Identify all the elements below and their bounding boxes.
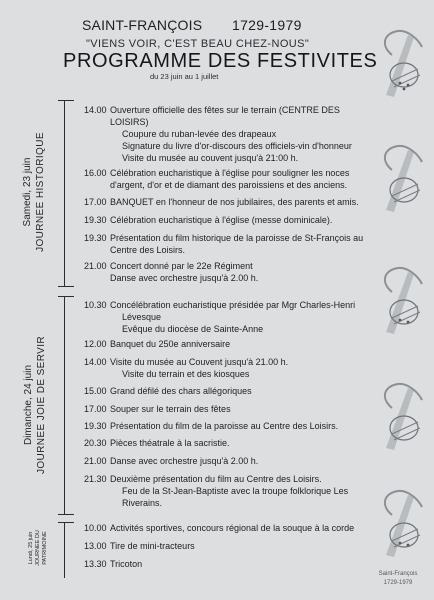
event-text: Centre des Loisirs. <box>110 245 186 255</box>
event-text: Danse avec orchestre jusqu'à 2.00 h. <box>110 273 259 283</box>
event-time: 21.00 <box>84 456 107 466</box>
event-text: Concélébration eucharistique présidée par Mgr Charles-Henri <box>110 300 356 310</box>
event-text: Présentation du film historique de la paroisse de St-François au <box>110 233 364 243</box>
event-text: Banquet du 250e anniversaire <box>110 339 231 349</box>
timeline-day2 <box>64 296 65 514</box>
event-text: BANQUET en l'honneur de nos jubilaires, des parents et amis. <box>110 197 359 207</box>
event-text: Pièces théatrale à la sacristie. <box>110 438 230 448</box>
event-text: Visite du terrain et des kiosques <box>122 369 250 379</box>
event-text: Riverains. <box>122 498 163 508</box>
event-text: Visite du musée au couvent jusqu'à 21:00 h. <box>122 153 299 163</box>
event-text: Célébration eucharistique à l'église pour souligner les noces <box>110 168 350 178</box>
event-text: Evêque du diocèse de Sainte-Anne <box>122 324 264 334</box>
timeline-tick <box>58 522 74 523</box>
event-text: Célébration eucharistique à l'église (messe dominicale). <box>110 215 333 225</box>
event-text: Deuxième présentation du film au Centre des Loisirs. <box>110 474 322 484</box>
event-text: Concert donné par le 22e Régiment <box>110 261 253 271</box>
event-text: Présentation du film de la paroisse au Centre des Loisirs. <box>110 421 339 431</box>
event-text: Lévesque <box>122 312 162 322</box>
event-text: Coupure du ruban-levée des drapeaux <box>122 129 277 139</box>
event-text: Danse avec orchestre jusqu'à 2.00 h. <box>110 456 259 466</box>
day-label-monday: Lundi, 25 juin JOURNEE DU PATRIMOINE <box>28 530 48 566</box>
event-time: 21.00 <box>84 261 107 271</box>
timeline-day3 <box>64 522 65 578</box>
event-text: Tricoton <box>110 559 143 569</box>
event-time: 14.00 <box>84 357 107 367</box>
event-time: 15.00 <box>84 386 107 396</box>
anniversary-years: 1729-1979 <box>232 17 302 33</box>
timeline-tick <box>58 514 74 515</box>
event-time: 10.00 <box>84 523 107 533</box>
event-time: 10.30 <box>84 300 107 310</box>
event-text: Signature du livre d'or-discours des officiels-vin d'honneur <box>122 141 352 151</box>
parish-name: SAINT-FRANÇOIS <box>82 17 203 33</box>
event-time: 20.30 <box>84 438 107 448</box>
timeline-day1 <box>64 100 65 286</box>
timeline-tick <box>58 286 74 287</box>
event-text: d'argent, d'or et de diamant des paroissiens et des anciens. <box>110 180 348 190</box>
event-time: 19.30 <box>84 233 107 243</box>
event-text: Feu de la St-Jean-Baptiste avec la troupe folklorique Les <box>122 486 349 496</box>
event-time: 12.00 <box>84 339 107 349</box>
event-time: 17.00 <box>84 197 107 207</box>
page-title: PROGRAMME DES FESTIVITES <box>63 50 378 72</box>
date-range: du 23 juin au 1 juillet <box>150 72 219 81</box>
event-time: 13.30 <box>84 559 107 569</box>
event-text: Grand défilé des chars allégoriques <box>110 386 252 396</box>
day-label-saturday: Samedi, 23 juin JOURNEE HISTORIQUE <box>22 132 46 252</box>
day-label-sunday: Dimanche, 24 juin JOURNEE JOIE DE SERVIR <box>23 335 47 475</box>
emblem-icon <box>378 25 430 103</box>
event-time: 13.00 <box>84 541 107 551</box>
footer-credit: Saint-François 1729-1979 <box>378 571 418 586</box>
event-time: 19.30 <box>84 215 107 225</box>
event-time: 17.00 <box>84 404 107 414</box>
event-text: LOISIRS) <box>110 117 149 127</box>
event-text: Ouverture officielle des fêtes sur le terrain (CENTRE DES <box>110 105 340 115</box>
event-text: Souper sur le terrain des fêtes <box>110 404 231 414</box>
event-text: Activités sportives, concours régional de la souque à la corde <box>110 523 355 533</box>
event-time: 21.30 <box>84 474 107 484</box>
title-row <box>0 17 434 37</box>
slogan: "VIENS VOIR, C'EST BEAU CHEZ-NOUS" <box>86 38 310 50</box>
event-time: 14.00 <box>84 105 107 115</box>
event-time: 19.30 <box>84 421 107 431</box>
event-text: Tire de mini-tracteurs <box>110 541 195 551</box>
event-time: 16.00 <box>84 168 107 178</box>
timeline-tick <box>58 100 74 101</box>
timeline-tick <box>58 296 74 297</box>
event-text: Visite du musée au Couvent jusqu'à 21.00 h. <box>110 357 289 367</box>
